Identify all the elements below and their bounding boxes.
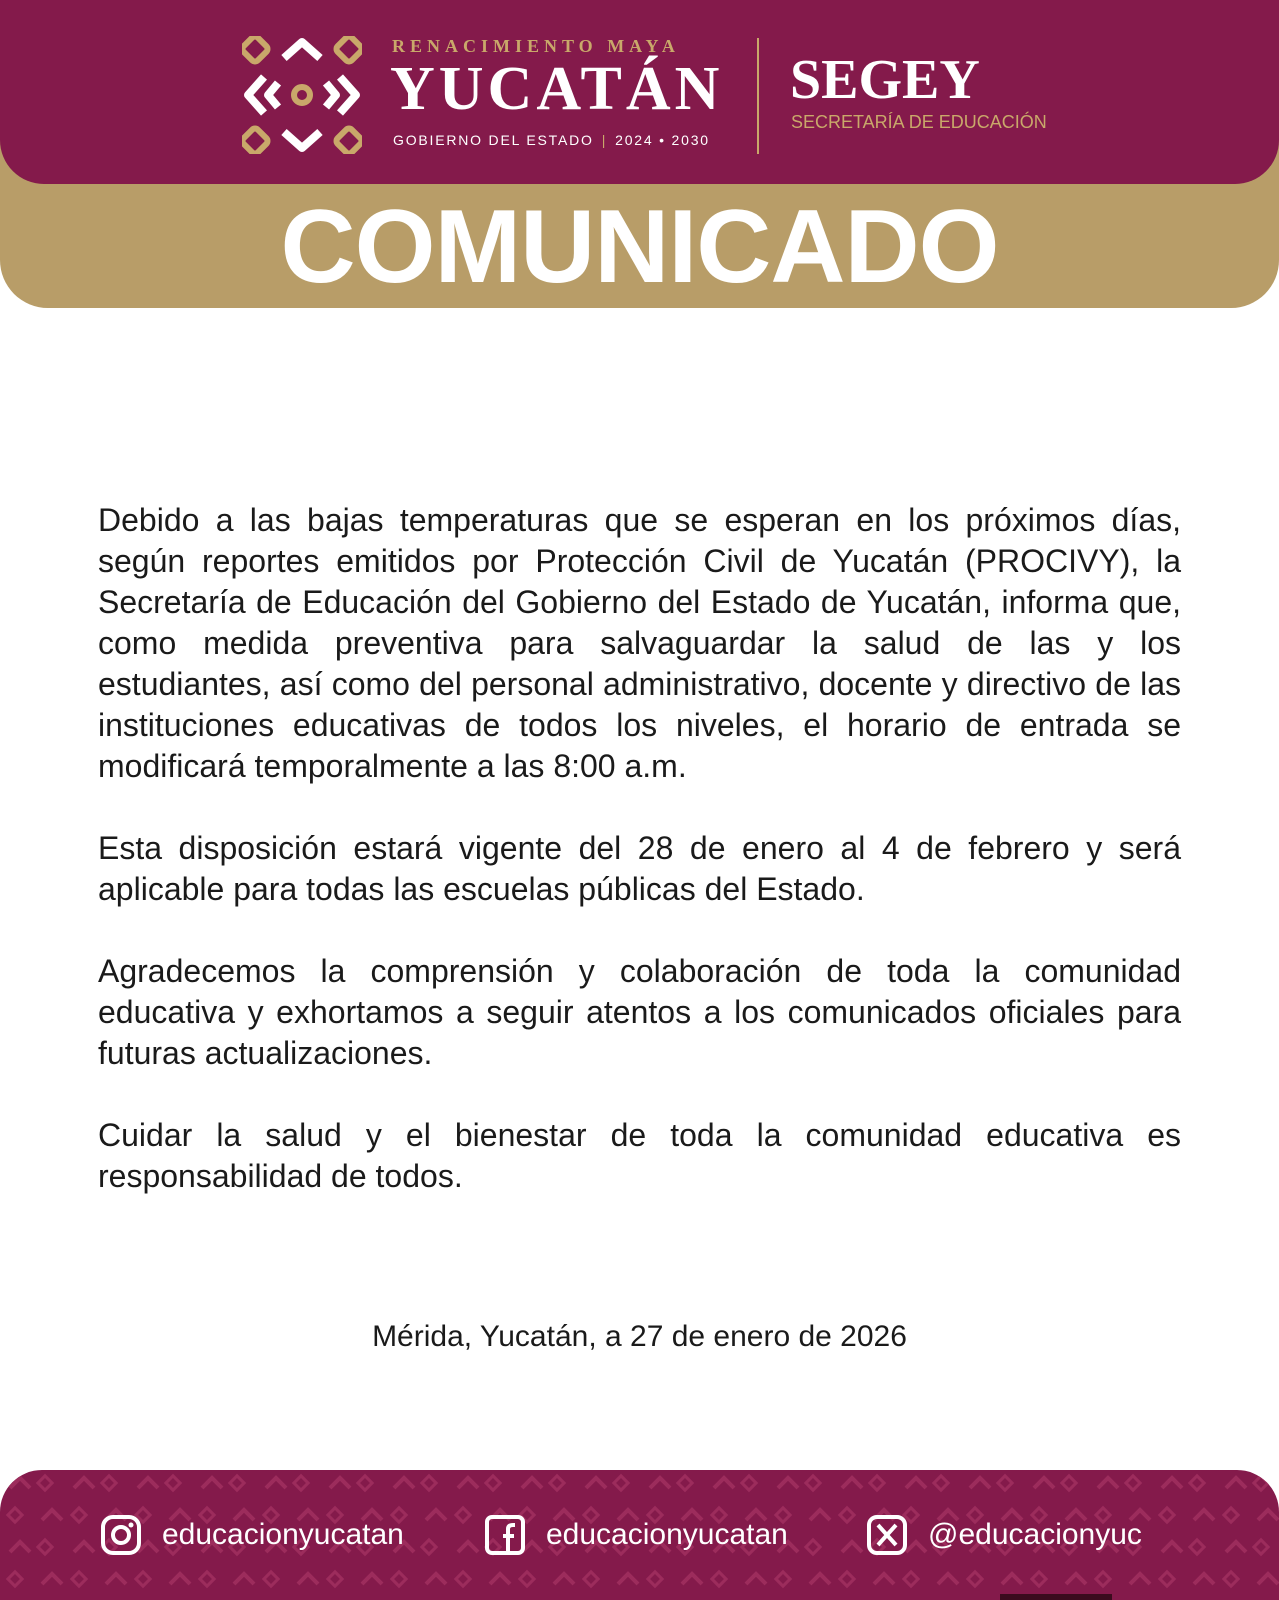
brand-government-label: GOBIERNO DEL ESTADO xyxy=(393,132,594,148)
brand-tagline: RENACIMIENTO MAYA xyxy=(392,36,680,56)
brand-government xyxy=(393,132,710,148)
brand-name: YUCATÁN xyxy=(390,55,724,123)
brand-separator: | xyxy=(601,132,608,148)
footer xyxy=(0,1470,1279,1600)
yucatan-emblem-icon xyxy=(242,36,362,154)
paragraph-4: Cuidar la salud y el bienestar de toda la comunidad educativa es responsabilidad de todos. xyxy=(98,1117,1181,1194)
facebook-icon xyxy=(484,1514,526,1556)
facebook-handle: educacionyucatan xyxy=(546,1518,788,1551)
facebook-link[interactable] xyxy=(484,1470,788,1600)
instagram-handle: educacionyucatan xyxy=(162,1518,404,1551)
paragraph-3: Agradecemos la comprensión y colaboración de toda la comunidad educativa y exhortamos a seguir atentos a los comunicados oficiales para futuras actualizaciones. xyxy=(98,953,1181,1071)
header-divider xyxy=(757,38,759,154)
instagram-link[interactable] xyxy=(100,1470,404,1600)
x-handle: @educacionyuc xyxy=(928,1518,1142,1551)
secretaria-label: SECRETARÍA DE EDUCACIÓN xyxy=(791,112,1047,132)
brand-years: 2024 • 2030 xyxy=(615,132,710,148)
header xyxy=(0,0,1279,184)
paragraph-1: Debido a las bajas temperaturas que se esperan en los próximos días, según reportes emitidos por Protección Civil de Yucatán (PROCIVY), la Secretaría de Educación del Gobierno del Estado de Yucatán, informa que, como medida preventiva para salvaguardar la salud de las y los estudiantes, así como del personal administrativo, docente y directivo de las instituciones educativas de todos los niveles, el horario de entrada se modificará temporalmente a las 8:00 a.m. xyxy=(98,502,1181,784)
page-title: COMUNICADO xyxy=(280,189,999,305)
x-link[interactable] xyxy=(866,1470,1142,1600)
paragraph-2: Esta disposición estará vigente del 28 de enero al 4 de febrero y será aplicable para todas las escuelas públicas del Estado. xyxy=(98,830,1181,907)
date-line: Mérida, Yucatán, a 27 de enero de 2026 xyxy=(372,1320,907,1353)
instagram-icon xyxy=(100,1514,142,1556)
x-icon xyxy=(866,1514,908,1556)
corner-mark xyxy=(1000,1594,1112,1600)
segey-logo-text: SEGEY xyxy=(790,49,980,111)
announcement-body xyxy=(98,500,1181,1238)
